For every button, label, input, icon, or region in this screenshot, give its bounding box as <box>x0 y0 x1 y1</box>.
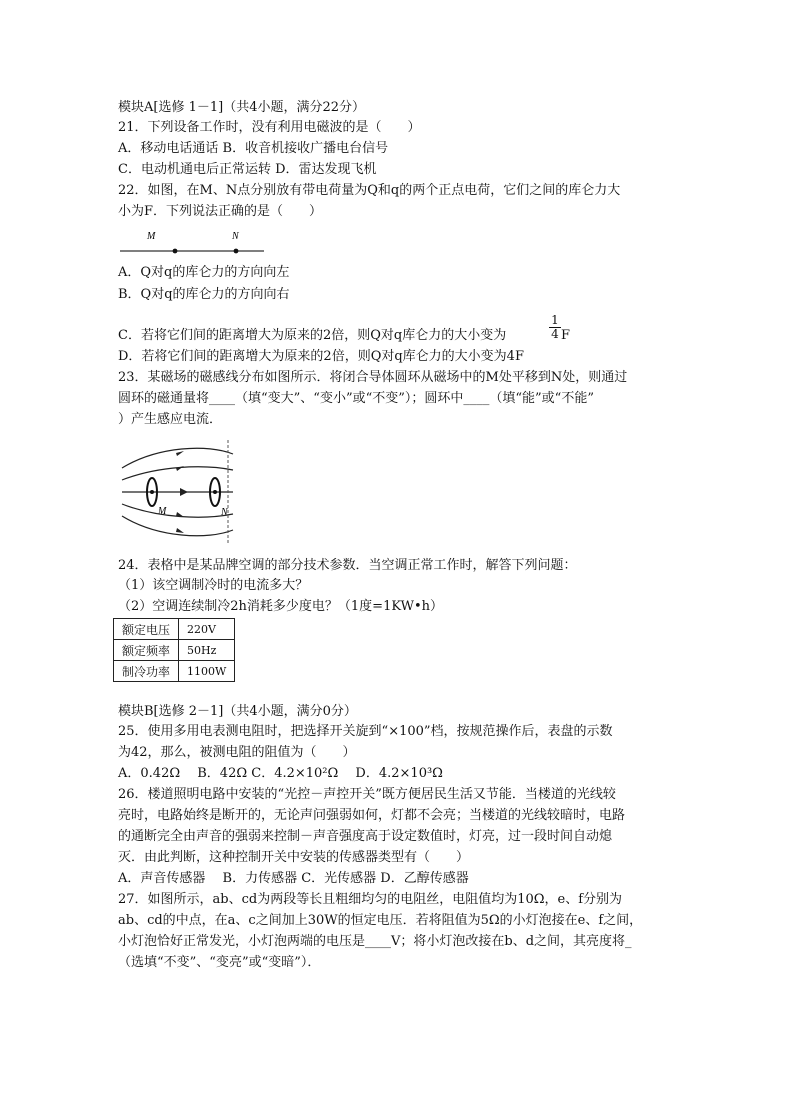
label-m: M <box>158 506 167 517</box>
q27-line3: 小灯泡恰好正常发光，小灯泡两端的电压是____V；将小灯泡改接在b、d之间，其亮度将_ <box>118 934 632 949</box>
q27-line2: ab、cd的中点，在a、c之间加上30W的恒定电压．若将阻值为5Ω的小灯泡接在e、f之间， <box>118 913 643 928</box>
table-cell-label: 制冷功率 <box>114 661 179 682</box>
field-line <box>122 516 233 536</box>
q23-line2: 圆环的磁通量将____（填“变大”、“变小”或“不变”）；圆环中____（填“能”或“不能” <box>118 391 594 406</box>
q22-stem-line1: 22．如图，在M、N点分别放有带电荷量为Q和q的两个正点电荷，它们之间的库仑力大 <box>118 183 621 198</box>
q23-line3: ）产生感应电流． <box>118 412 223 427</box>
ring-n-dot <box>213 490 217 494</box>
table-cell-label: 额定频率 <box>114 640 179 661</box>
q24-stem: 24．表格中是某品牌空调的部分技术参数．当空调正常工作时，解答下列问题： <box>118 558 577 573</box>
q26-line1: 26．楼道照明电路中安装的“光控－声控开关”既方便居民生活又节能．当楼道的光线较 <box>118 787 616 802</box>
q24-sub-question-1: （1）该空调制冷时的电流多大？ <box>118 578 309 593</box>
label-m: M <box>147 231 156 242</box>
q25-line2: 为42，那么，被测电阻的阻值为（ ） <box>118 745 356 760</box>
q22-stem-line2: 小为F．下列说法正确的是（ ） <box>118 204 323 219</box>
table-cell-value: 220V <box>179 619 235 640</box>
q21-stem: 21．下列设备工作时，没有利用电磁波的是（ ） <box>118 120 421 135</box>
module-a-header: 模块A[选修 1－1]（共4小题，满分22分） <box>118 100 366 115</box>
q22-charge-line-figure <box>118 224 268 258</box>
q22-option-a: A．Q对q的库仑力的方向向左 <box>118 265 290 280</box>
q22-option-c-fraction <box>549 314 561 341</box>
q26-line4: 灭．由此判断，这种控制开关中安装的传感器类型有（ ） <box>118 850 470 865</box>
q23-magnetic-field-figure <box>118 436 238 548</box>
label-n: N <box>221 507 228 518</box>
table-cell-value: 50Hz <box>179 640 235 661</box>
q26-options: A．声音传感器 B．力传感器 C．光传感器 D．乙醇传感器 <box>118 871 469 886</box>
q22-option-c: C．若将它们间的距离增大为原来的2倍，则Q对q库仑力的大小变为 <box>118 328 507 343</box>
arrow-head <box>176 528 184 533</box>
field-line <box>122 448 233 468</box>
q22-option-c-tail: F <box>561 328 571 343</box>
arrow-head <box>176 466 184 471</box>
q27-line4: （选填“不变”、“变亮”或“变暗”）． <box>118 955 321 970</box>
q21-options-cd: C．电动机通电后正常运转 D．雷达发现飞机 <box>118 162 377 177</box>
table-row <box>114 661 235 682</box>
q24-spec-table <box>113 618 235 682</box>
q25-options: A．0.42Ω B．42Ω C．4.2×10²Ω D．4.2×10³Ω <box>118 766 443 781</box>
arrow-head <box>176 451 184 456</box>
q25-line1: 25．使用多用电表测电阻时，把选择开关旋到“×100”档，按规范操作后，表盘的示数 <box>118 724 613 739</box>
fraction-denominator: 4 <box>549 327 561 341</box>
table-cell-label: 额定电压 <box>114 619 179 640</box>
ring-m-dot <box>150 490 154 494</box>
q23-line1: 23．某磁场的磁感线分布如图所示．将闭合导体圆环从磁场中的M处平移到N处，则通过 <box>118 370 628 385</box>
table-row <box>114 619 235 640</box>
module-b-header: 模块B[选修 2－1]（共4小题，满分0分） <box>118 704 357 719</box>
label-n: N <box>232 231 239 242</box>
table-row <box>114 640 235 661</box>
fraction-numerator: 1 <box>551 313 559 327</box>
point-n <box>234 249 239 254</box>
table-cell-value: 1100W <box>179 661 235 682</box>
q27-line1: 27．如图所示，ab、cd为两段等长且粗细均匀的电阻丝，电阻值均为10Ω，e、f分别为 <box>118 892 623 907</box>
point-m <box>173 249 178 254</box>
q22-option-d: D．若将它们间的距离增大为原来的2倍，则Q对q库仑力的大小变为4F <box>118 349 524 364</box>
q26-line2: 亮时，电路始终是断开的，无论声问强弱如何，灯都不会亮；当楼道的光线较暗时，电路 <box>118 808 626 823</box>
q21-options-ab: A．移动电话通话 B．收音机接收广播电台信号 <box>118 141 389 156</box>
arrow-head <box>180 488 188 496</box>
q26-line3: 的通断完全由声音的强弱来控制－声音强度高于设定数值时，灯亮，过一段时间自动熄 <box>118 829 613 844</box>
q22-option-b: B．Q对q的库仑力的方向向右 <box>118 287 290 302</box>
q24-sub-question-2: （2）空调连续制冷2h消耗多少度电？（1度=1KW•h） <box>118 599 444 614</box>
